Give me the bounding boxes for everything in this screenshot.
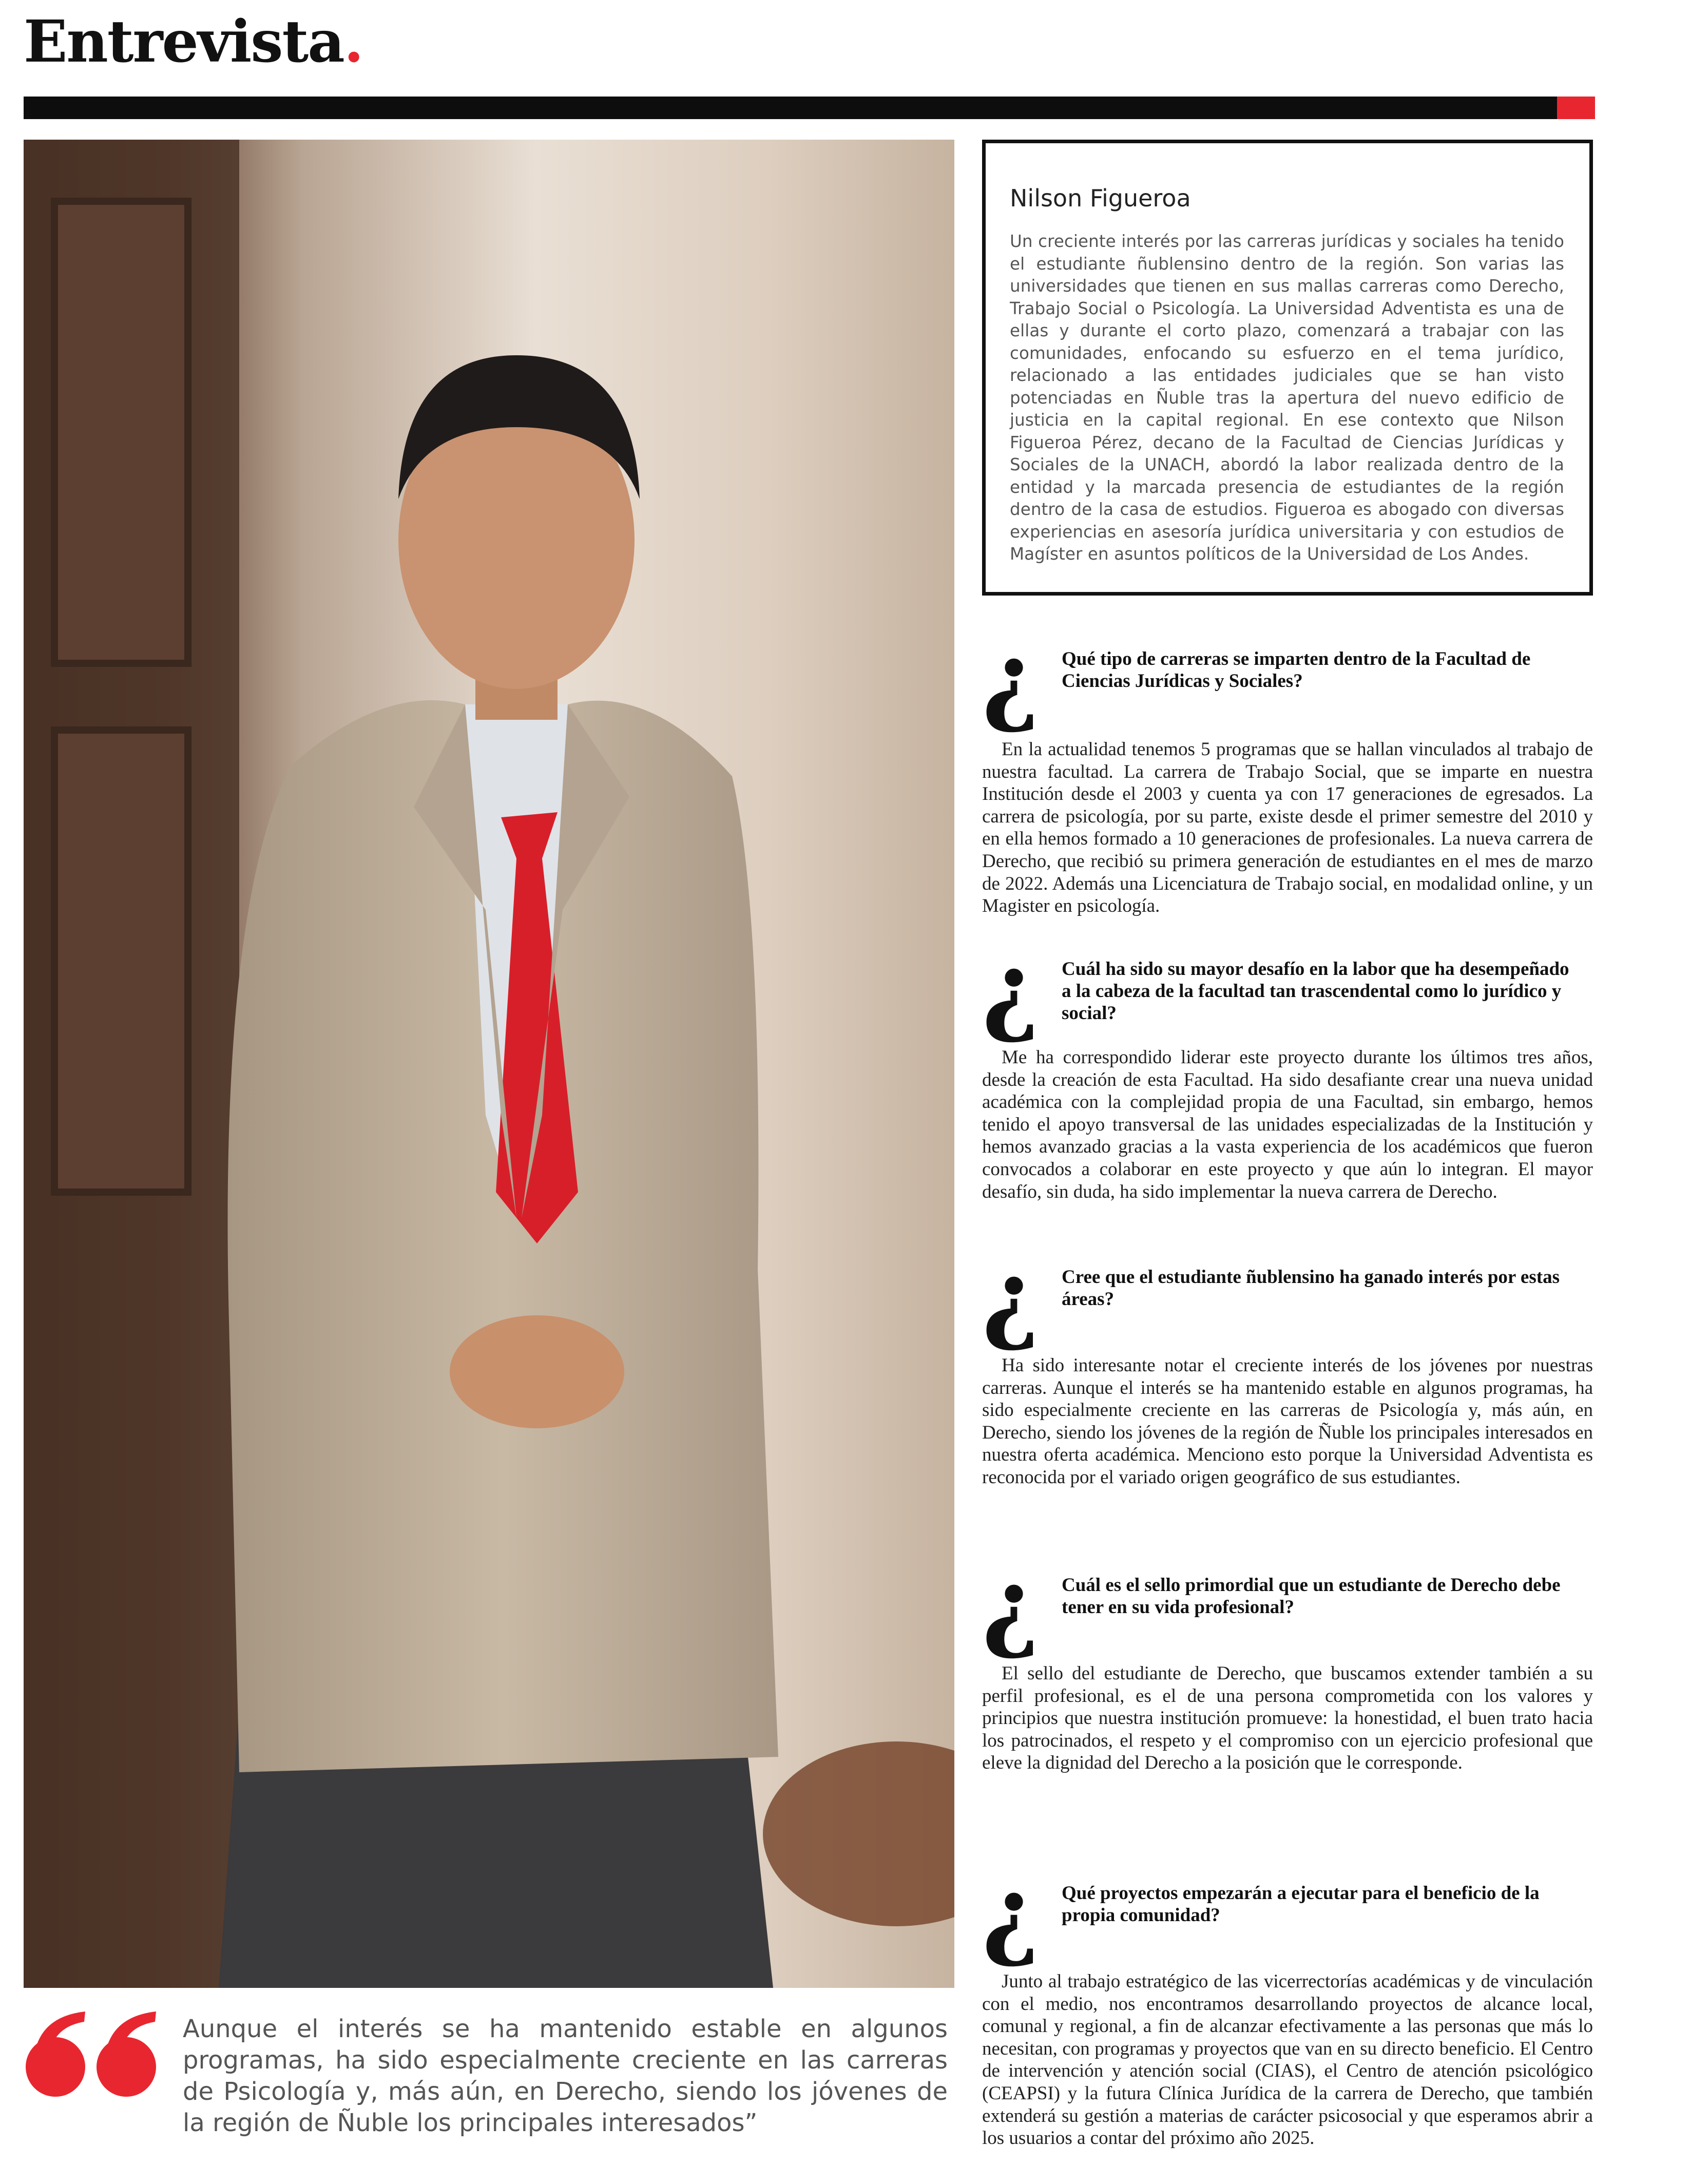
answer: El sello del estudiante de Derecho, que buscamos extender también a su perfil profesional, es el de una persona comprometida con los valores y principios que nuestra institución promueve: la honestidad, el buen trato hacia los patrocinados, el respeto y el compromiso con un ejercicio profesional que eleve la dignidad del Derecho a la posición que le corresponde. bbox=[982, 1663, 1593, 1774]
answer: Junto al trabajo estratégico de las vicerrectorías académicas y de vinculación con el medio, nos encontramos desarrollando proyectos de alcance local, comunal y regional, a fin de alcanzar efectivamente a las personas que más lo necesitan, con programas y proyectos que van en su directo beneficio. El Centro de intervención y atención social (CIAS), el Centro de atención psicológico (CEAPSI) y la futura Clínica Jurídica de la carrera de Derecho, que también extenderá su gestión a materias de carácter psicosocial y que esperamos abrir a los usuarios a contar del próximo año 2025. bbox=[982, 1971, 1593, 2149]
question-mark-icon: ¿ bbox=[982, 622, 1040, 736]
question: Cree que el estudiante ñublensino ha ganado interés por estas áreas? bbox=[1062, 1267, 1560, 1310]
portrait-illustration bbox=[24, 140, 954, 1988]
question-mark-icon: ¿ bbox=[982, 1548, 1040, 1662]
answer: En la actualidad tenemos 5 programas que se hallan vinculados al trabajo de nuestra facultad. La carrera de Trabajo Social, que se imparte en nuestra Institución desde el 2003 y cuenta ya con 17 generaciones de egresados. La carrera de psicología, por su parte, existe desde el primer semestre del 2010 y en ella hemos formado a 10 generaciones de profesionales. La nueva carrera de Derecho, que recibió su primera generación de estudiantes en el mes de marzo de 2022. Además una Licenciatura de Trabajo social, en modalidad online, y un Magister en psicología. bbox=[982, 739, 1593, 917]
question: Qué tipo de carreras se imparten dentro de la Facultad de Ciencias Jurídicas y Sociales? bbox=[1062, 648, 1531, 692]
question-mark-icon: ¿ bbox=[982, 1856, 1040, 1970]
section-title bbox=[24, 10, 363, 73]
question: Cuál es el sello primordial que un estudiante de Derecho debe tener en su vida profesional? bbox=[1062, 1575, 1561, 1618]
portrait-photo bbox=[24, 140, 954, 1988]
header-rule-accent bbox=[1557, 97, 1595, 119]
header-rule bbox=[24, 97, 1557, 119]
intro-text: Un creciente interés por las carreras jurídicas y sociales ha tenido el estudiante ñublensino dentro de la región. Son varias las universidades que tienen en sus mallas carreras como Derecho, Trabajo Social o Psicología. La Universidad Adventista es una de ellas y durante el corto plazo, comenzará a trabajar con las comunidades, enfocando su esfuerzo en el tema jurídico, relacionado a las entidades judiciales que se han visto potenciadas en Ñuble tras la apertura del nuevo edificio de justicia en la capital regional. En ese contexto que Nilson Figueroa Pérez, decano de la Facultad de Ciencias Jurídicas y Sociales de la UNACH, abordó la labor realizada dentro de la entidad y la marcada presencia de estudiantes de la región dentro de la casa de estudios. Figueroa es abogado con diversas experiencias en asesoría jurídica universitaria y con estudios de Magíster en asuntos políticos de la Universidad de Los Andes. bbox=[1010, 232, 1564, 564]
quote-icon bbox=[24, 2006, 162, 2099]
question: Qué proyectos empezarán a ejecutar para el beneficio de la propia comunidad? bbox=[1062, 1883, 1540, 1926]
intro-box bbox=[982, 140, 1593, 596]
question: Cuál ha sido su mayor desafío en la labor que ha desempeñado a la cabeza de la facultad tan trascendental como lo jurídico y social? bbox=[1062, 959, 1569, 1024]
pull-quote: Aunque el interés se ha mantenido estable en algunos programas, ha sido especialmente creciente en las carreras de Psicología y, más aún, en Derecho, siendo los jóvenes de la región de Ñuble los principales interesados” bbox=[183, 2015, 948, 2137]
section-title-dot: . bbox=[343, 8, 363, 75]
answer: Ha sido interesante notar el creciente interés de los jóvenes por nuestras carreras. Aunque el interés se ha mantenido estable en algunos programas, ha sido especialmente creciente en las carreras de Psicología y, más aún, en Derecho, siendo los jóvenes de la región de Ñuble los principales interesados en nuestra oferta académica. Menciono esto porque la Universidad Adventista es reconocida por el variado origen geográfico de sus estudiantes. bbox=[982, 1355, 1593, 1488]
question-mark-icon: ¿ bbox=[982, 932, 1040, 1046]
question-mark-icon: ¿ bbox=[982, 1240, 1040, 1354]
section-title-text: Entrevista bbox=[24, 8, 344, 75]
interviewee-name: Nilson Figueroa bbox=[1010, 184, 1191, 212]
answer: Me ha correspondido liderar este proyecto durante los últimos tres años, desde la creación de esta Facultad. Ha sido desafiante crear una nueva unidad académica con la complejidad propia de una Facultad, sin embargo, hemos tenido el apoyo transversal de las unidades especializadas de la Institución y hemos avanzado gracias a la vasta experiencia de los académicos que fueron convocados a colaborar en este proyecto y que aún lo integran. El mayor desafío, sin duda, ha sido implementar la nueva carrera de Derecho. bbox=[982, 1047, 1593, 1202]
